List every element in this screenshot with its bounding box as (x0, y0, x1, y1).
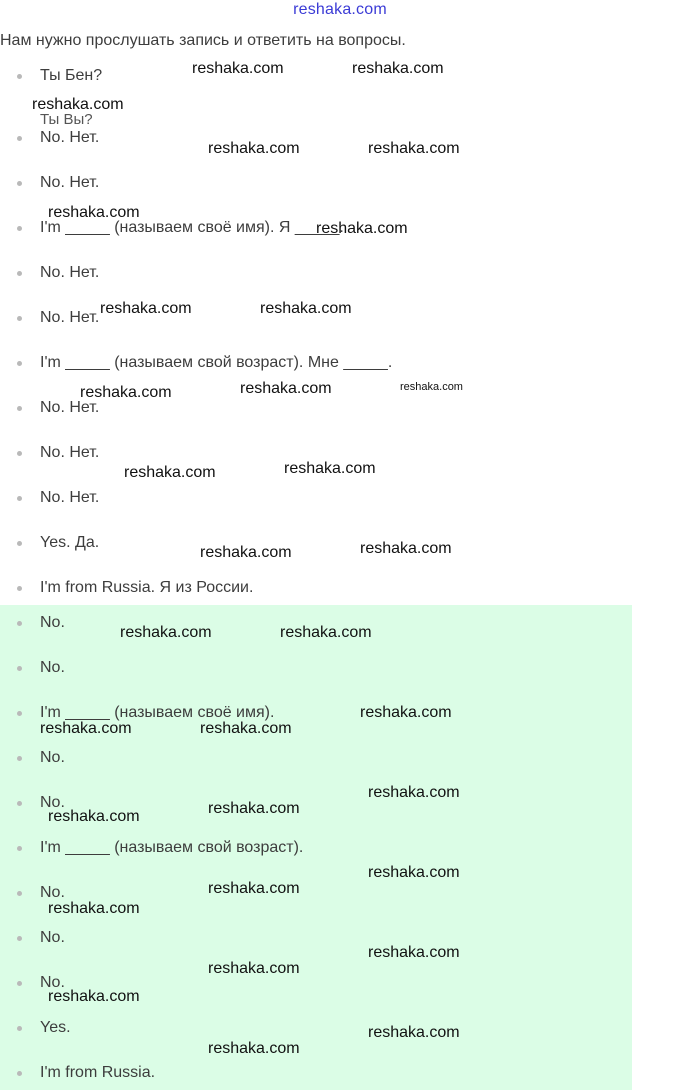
bullet-icon (17, 406, 22, 411)
watermark: reshaka.com (284, 460, 376, 477)
bullet-icon (17, 136, 22, 141)
bullet-icon (17, 981, 22, 986)
watermark: reshaka.com (48, 808, 140, 825)
bullet-icon (17, 181, 22, 186)
bullet-icon (17, 1071, 22, 1076)
watermark: reshaka.com (192, 60, 284, 77)
bullet-icon (17, 621, 22, 626)
watermark: reshaka.com (208, 960, 300, 977)
bullet-icon (17, 271, 22, 276)
watermark: reshaka.com (352, 60, 444, 77)
watermark: reshaka.com (368, 784, 460, 801)
task-intro: Нам нужно прослушать запись и ответить на вопросы. (0, 32, 406, 49)
watermark: reshaka.com (240, 380, 332, 397)
watermark: reshaka.com (120, 624, 212, 641)
watermark: reshaka.com (260, 300, 352, 317)
watermark: reshaka.com (40, 720, 132, 737)
watermark: reshaka.com (316, 220, 408, 237)
watermark: reshaka.com (32, 96, 124, 113)
bullet-icon (17, 936, 22, 941)
bullet-icon (17, 891, 22, 896)
bullet-icon (17, 756, 22, 761)
watermark: reshaka.com (368, 1024, 460, 1041)
watermark: reshaka.com (48, 204, 140, 221)
watermark: reshaka.com (100, 300, 192, 317)
watermark: reshaka.com (368, 140, 460, 157)
watermark: reshaka.com (208, 800, 300, 817)
bullet-icon (17, 74, 22, 79)
bullet-icon (17, 801, 22, 806)
bullet-icon (17, 451, 22, 456)
watermark: reshaka.com (368, 944, 460, 961)
watermark: reshaka.com (48, 988, 140, 1005)
site-link[interactable]: reshaka.com (293, 1, 387, 18)
cropped-text-fragment: Ты Вы? (40, 111, 93, 128)
watermark: reshaka.com (280, 624, 372, 641)
watermark: reshaka.com (48, 900, 140, 917)
watermark: reshaka.com (208, 140, 300, 157)
watermark: reshaka.com (80, 384, 172, 401)
watermark: reshaka.com (368, 864, 460, 881)
bullet-icon (17, 666, 22, 671)
bullet-icon (17, 361, 22, 366)
watermark: reshaka.com (360, 704, 452, 721)
watermark: reshaka.com (124, 464, 216, 481)
bullet-icon (17, 1026, 22, 1031)
bullet-icon (17, 586, 22, 591)
watermark: reshaka.com (400, 381, 463, 393)
watermark: reshaka.com (200, 720, 292, 737)
bullet-icon (17, 846, 22, 851)
bullet-icon (17, 316, 22, 321)
bullet-icon (17, 496, 22, 501)
watermark: reshaka.com (360, 540, 452, 557)
watermark: reshaka.com (208, 880, 300, 897)
bullet-icon (17, 711, 22, 716)
watermark: reshaka.com (208, 1040, 300, 1057)
bullet-icon (17, 541, 22, 546)
watermark: reshaka.com (200, 544, 292, 561)
bullet-icon (17, 226, 22, 231)
